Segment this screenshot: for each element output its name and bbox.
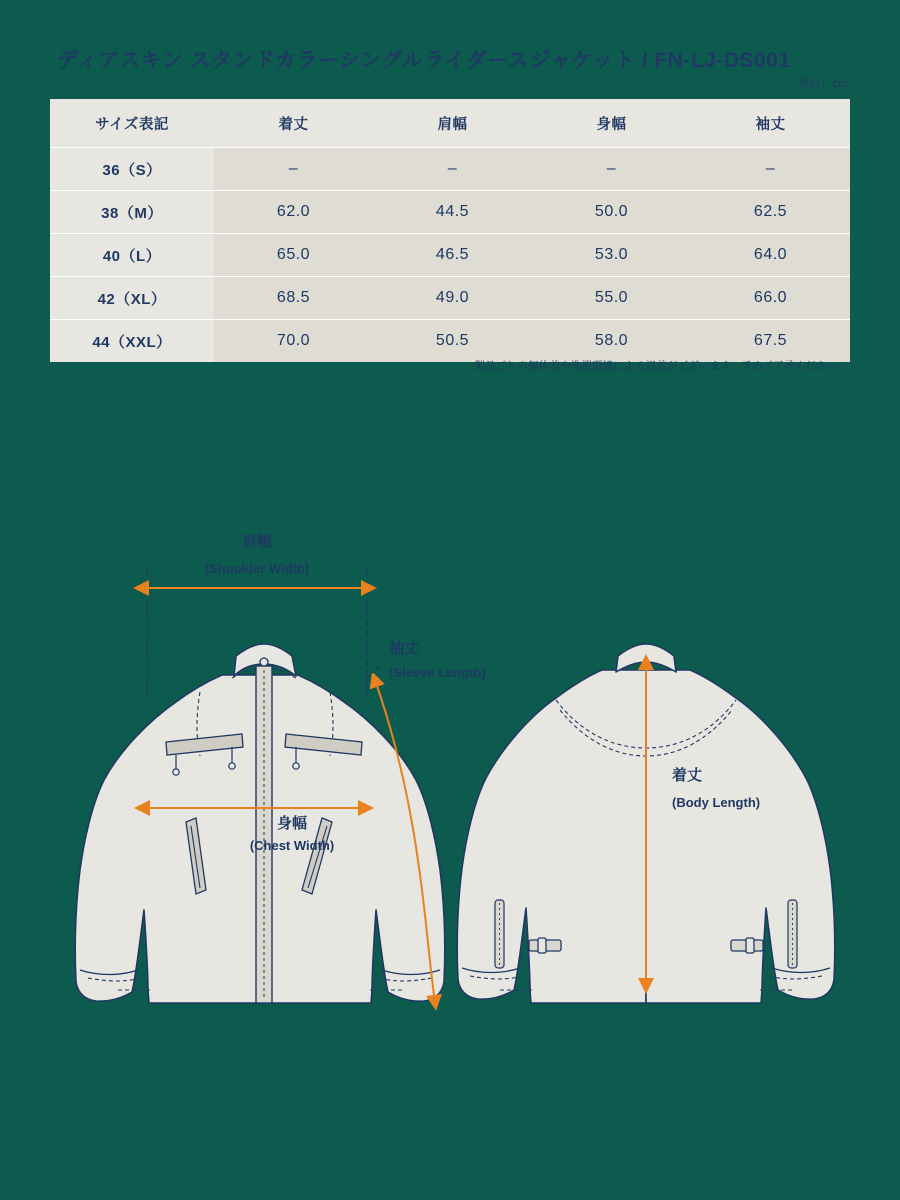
sleeve-guide-line	[366, 666, 380, 678]
cell-chest-width: –	[532, 148, 691, 191]
cell-chest-width: 58.0	[532, 320, 691, 363]
cell-body-length: 62.0	[214, 191, 373, 234]
table-body	[50, 148, 850, 363]
column-header-size: サイズ表記	[50, 99, 214, 148]
size-table	[50, 99, 850, 362]
row-header-size: 38（M）	[50, 191, 214, 234]
cell-sleeve-length: 64.0	[691, 234, 850, 277]
page-title: ディアスキン スタンドカラーシングルライダースジャケット / FN-LJ-DS001	[57, 49, 791, 72]
cell-body-length: –	[214, 148, 373, 191]
cell-shoulder-width: 50.5	[373, 320, 532, 363]
cell-chest-width: 55.0	[532, 277, 691, 320]
cell-shoulder-width: 44.5	[373, 191, 532, 234]
chest-label-jp: 身幅	[276, 815, 308, 832]
body-length-label-jp: 着丈	[672, 767, 703, 784]
sleeve-label-en: (Sleeve Length)	[389, 665, 486, 680]
unit-note: 単位：cm	[797, 78, 848, 90]
cell-body-length: 70.0	[214, 320, 373, 363]
row-header-size: 42（XL）	[50, 277, 214, 320]
table-row	[50, 320, 850, 363]
cell-shoulder-width: 46.5	[373, 234, 532, 277]
cell-sleeve-length: 67.5	[691, 320, 850, 363]
size-table-wrapper	[50, 99, 850, 362]
table-row	[50, 277, 850, 320]
cell-sleeve-length: 62.5	[691, 191, 850, 234]
shoulder-label-en: (Shoulder Width)	[204, 561, 310, 576]
row-header-size: 44（XXL）	[50, 320, 214, 363]
table-footnote: 製品ごとの個体差や洗濯環境による誤差がございます。予めご了承ください。	[474, 360, 848, 372]
column-header-sleeve-length: 袖丈	[691, 99, 850, 148]
sleeve-label-jp: 袖丈	[389, 640, 420, 657]
measurement-diagram	[0, 470, 900, 1070]
cell-body-length: 68.5	[214, 277, 373, 320]
chest-label-en: (Chest Width)	[249, 838, 335, 853]
table-row	[50, 234, 850, 277]
cell-chest-width: 53.0	[532, 234, 691, 277]
column-header-shoulder-width: 肩幅	[373, 99, 532, 148]
row-header-size: 40（L）	[50, 234, 214, 277]
column-header-body-length: 着丈	[214, 99, 373, 148]
cell-body-length: 65.0	[214, 234, 373, 277]
table-header-row	[50, 99, 850, 148]
row-header-size: 36（S）	[50, 148, 214, 191]
shoulder-label-jp: 肩幅	[241, 533, 273, 550]
column-header-chest-width: 身幅	[532, 99, 691, 148]
table-head	[50, 99, 850, 148]
cell-shoulder-width: –	[373, 148, 532, 191]
table-row	[50, 191, 850, 234]
cell-shoulder-width: 49.0	[373, 277, 532, 320]
table-row	[50, 148, 850, 191]
body-length-label-en: (Body Length)	[672, 795, 761, 810]
cell-sleeve-length: –	[691, 148, 850, 191]
cell-sleeve-length: 66.0	[691, 277, 850, 320]
front-zipper	[256, 658, 272, 1003]
cell-chest-width: 50.0	[532, 191, 691, 234]
